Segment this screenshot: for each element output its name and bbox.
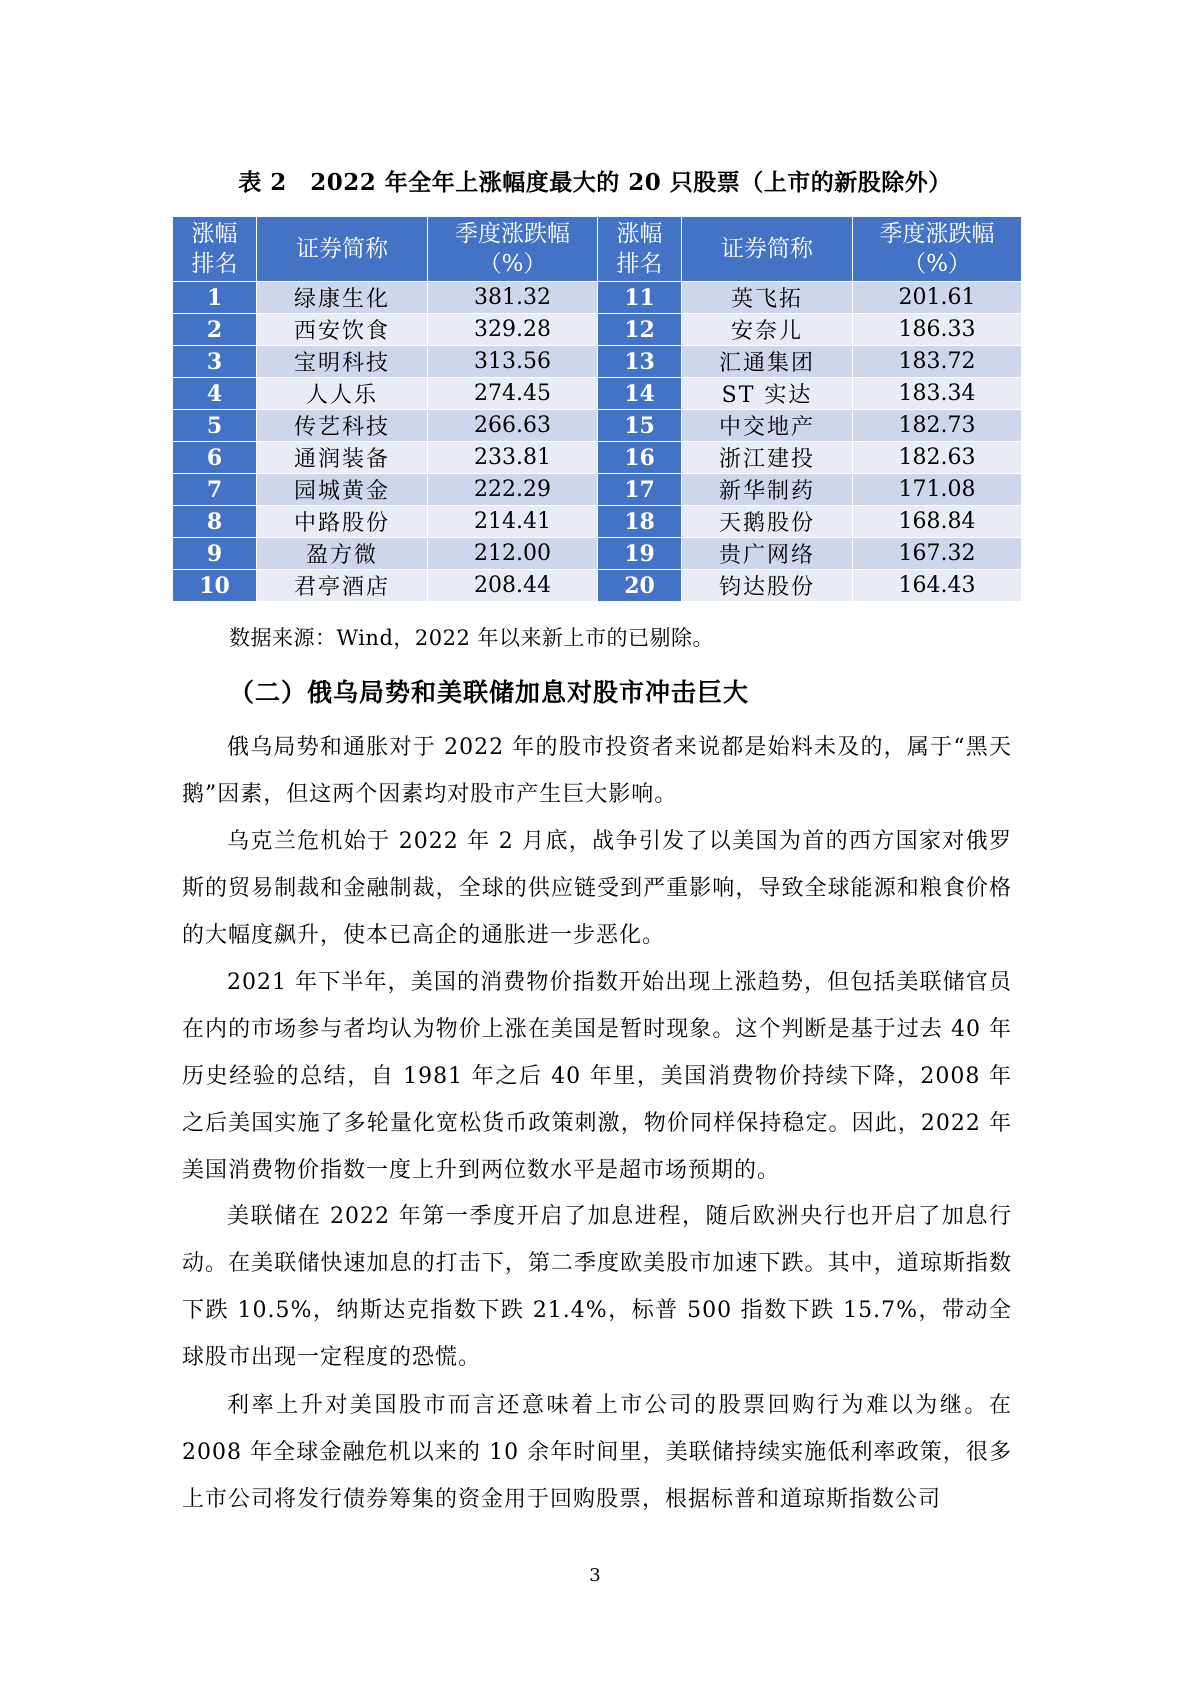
header-change — [428, 217, 598, 282]
rank-cell: 9 — [173, 538, 257, 570]
table-header-row — [173, 217, 1022, 282]
rank-cell: 4 — [173, 378, 257, 410]
rank-cell: 1 — [173, 282, 257, 314]
change-cell: 186.33 — [853, 314, 1022, 346]
table-row — [173, 314, 1022, 346]
rank-cell: 8 — [173, 506, 257, 538]
table-row — [173, 506, 1022, 538]
rank-cell: 19 — [598, 538, 682, 570]
rank-cell: 6 — [173, 442, 257, 474]
stock-name-cell: 园城黄金 — [257, 474, 428, 506]
change-cell: 182.73 — [853, 410, 1022, 442]
table-row — [173, 410, 1022, 442]
change-cell: 313.56 — [428, 346, 598, 378]
table-row — [173, 538, 1022, 570]
stock-name-cell: 汇通集团 — [682, 346, 853, 378]
change-cell: 208.44 — [428, 570, 598, 602]
body-paragraph: 乌克兰危机始于 2022 年 2 月底，战争引发了以美国为首的西方国家对俄罗斯的贸易制裁和金融制裁，全球的供应链受到严重影响，导致全球能源和粮食价格的大幅度飙升，使本已高企的通胀进一步恶化。 — [182, 829, 1012, 948]
header-name: 证券简称 — [257, 217, 428, 282]
stock-name-cell: 新华制药 — [682, 474, 853, 506]
header-change-line2: （%） — [903, 251, 971, 277]
rank-cell: 5 — [173, 410, 257, 442]
rank-cell: 15 — [598, 410, 682, 442]
header-rank — [173, 217, 257, 282]
rank-cell: 20 — [598, 570, 682, 602]
header-rank — [598, 217, 682, 282]
stock-name-cell: 君亭酒店 — [257, 570, 428, 602]
change-cell: 214.41 — [428, 506, 598, 538]
change-cell: 329.28 — [428, 314, 598, 346]
body-paragraph: 利率上升对美国股市而言还意味着上市公司的股票回购行为难以为继。在 2008 年全球金融危机以来的 10 余年时间里，美联储持续实施低利率政策，很多上市公司将发行债券筹集的资金用于回购股票，根据标普和道琼斯指数公司 — [182, 1393, 1012, 1512]
table-row — [173, 442, 1022, 474]
change-cell: 212.00 — [428, 538, 598, 570]
stock-name-cell: 天鹅股份 — [682, 506, 853, 538]
table-row — [173, 346, 1022, 378]
page-number: 3 — [589, 1565, 601, 1586]
stock-name-cell: 通润装备 — [257, 442, 428, 474]
change-cell: 222.29 — [428, 474, 598, 506]
body-paragraph: 2021 年下半年，美国的消费物价指数开始出现上涨趋势，但包括美联储官员在内的市场参与者均认为物价上涨在美国是暂时现象。这个判断是基于过去 40 年历史经验的总结，自 1981 年之后 40 年里，美国消费物价持续下降，2008 年之后美国实施了多轮量化宽松货币政策刺激，物价同样保持稳定。因此，2022 年美国消费物价指数一度上升到两位数水平是超市场预期的。 — [182, 970, 1012, 1183]
change-cell: 183.72 — [853, 346, 1022, 378]
table-row — [173, 378, 1022, 410]
header-rank-line1: 涨幅 — [616, 221, 663, 247]
rank-cell: 7 — [173, 474, 257, 506]
rank-cell: 18 — [598, 506, 682, 538]
stock-name-cell: 中路股份 — [257, 506, 428, 538]
change-cell: 274.45 — [428, 378, 598, 410]
body-paragraph: 美联储在 2022 年第一季度开启了加息进程，随后欧洲央行也开启了加息行动。在美联储快速加息的打击下，第二季度欧美股市加速下跌。其中，道琼斯指数下跌 10.5%，纳斯达克指数下跌 21.4%，标普 500 指数下跌 15.7%，带动全球股市出现一定程度的恐慌。 — [182, 1204, 1012, 1370]
header-rank-line2: 排名 — [191, 251, 238, 277]
rank-cell: 16 — [598, 442, 682, 474]
stock-name-cell: 浙江建投 — [682, 442, 853, 474]
change-cell: 233.81 — [428, 442, 598, 474]
header-change-line2: （%） — [478, 251, 547, 277]
change-cell: 168.84 — [853, 506, 1022, 538]
header-change — [853, 217, 1022, 282]
table-row — [173, 570, 1022, 602]
stock-name-cell: 中交地产 — [682, 410, 853, 442]
stock-name-cell: 盈方微 — [257, 538, 428, 570]
header-change-line1: 季度涨跌幅 — [879, 221, 995, 247]
change-cell: 171.08 — [853, 474, 1022, 506]
stock-name-cell: 宝明科技 — [257, 346, 428, 378]
section-heading: （二）俄乌局势和美联储加息对股市冲击巨大 — [229, 678, 750, 707]
change-cell: 266.63 — [428, 410, 598, 442]
stock-name-cell: 钧达股份 — [682, 570, 853, 602]
stock-name-cell: ST 实达 — [682, 378, 853, 410]
stock-name-cell: 英飞拓 — [682, 282, 853, 314]
change-cell: 183.34 — [853, 378, 1022, 410]
header-rank-line1: 涨幅 — [191, 221, 238, 247]
rank-cell: 13 — [598, 346, 682, 378]
header-rank-line2: 排名 — [616, 251, 663, 277]
rank-cell: 10 — [173, 570, 257, 602]
rank-cell: 12 — [598, 314, 682, 346]
header-name: 证券简称 — [682, 217, 853, 282]
table-caption: 表 2 2022 年全年上涨幅度最大的 20 只股票（上市的新股除外） — [238, 169, 952, 196]
stock-name-cell: 绿康生化 — [257, 282, 428, 314]
change-cell: 164.43 — [853, 570, 1022, 602]
table-source-note: 数据来源：Wind，2022 年以来新上市的已剔除。 — [229, 626, 715, 650]
table-row — [173, 282, 1022, 314]
rank-cell: 2 — [173, 314, 257, 346]
stock-name-cell: 安奈儿 — [682, 314, 853, 346]
change-cell: 201.61 — [853, 282, 1022, 314]
body-paragraph: 俄乌局势和通胀对于 2022 年的股市投资者来说都是始料未及的，属于“黑天鹅”因素，但这两个因素均对股市产生巨大影响。 — [182, 735, 1012, 807]
rank-cell: 3 — [173, 346, 257, 378]
change-cell: 381.32 — [428, 282, 598, 314]
stock-name-cell: 西安饮食 — [257, 314, 428, 346]
top-20-stocks-table — [172, 216, 1022, 602]
rank-cell: 14 — [598, 378, 682, 410]
stock-name-cell: 贵广网络 — [682, 538, 853, 570]
header-change-line1: 季度涨跌幅 — [455, 221, 570, 247]
change-cell: 182.63 — [853, 442, 1022, 474]
table-row — [173, 474, 1022, 506]
stock-name-cell: 人人乐 — [257, 378, 428, 410]
rank-cell: 11 — [598, 282, 682, 314]
change-cell: 167.32 — [853, 538, 1022, 570]
stock-name-cell: 传艺科技 — [257, 410, 428, 442]
rank-cell: 17 — [598, 474, 682, 506]
